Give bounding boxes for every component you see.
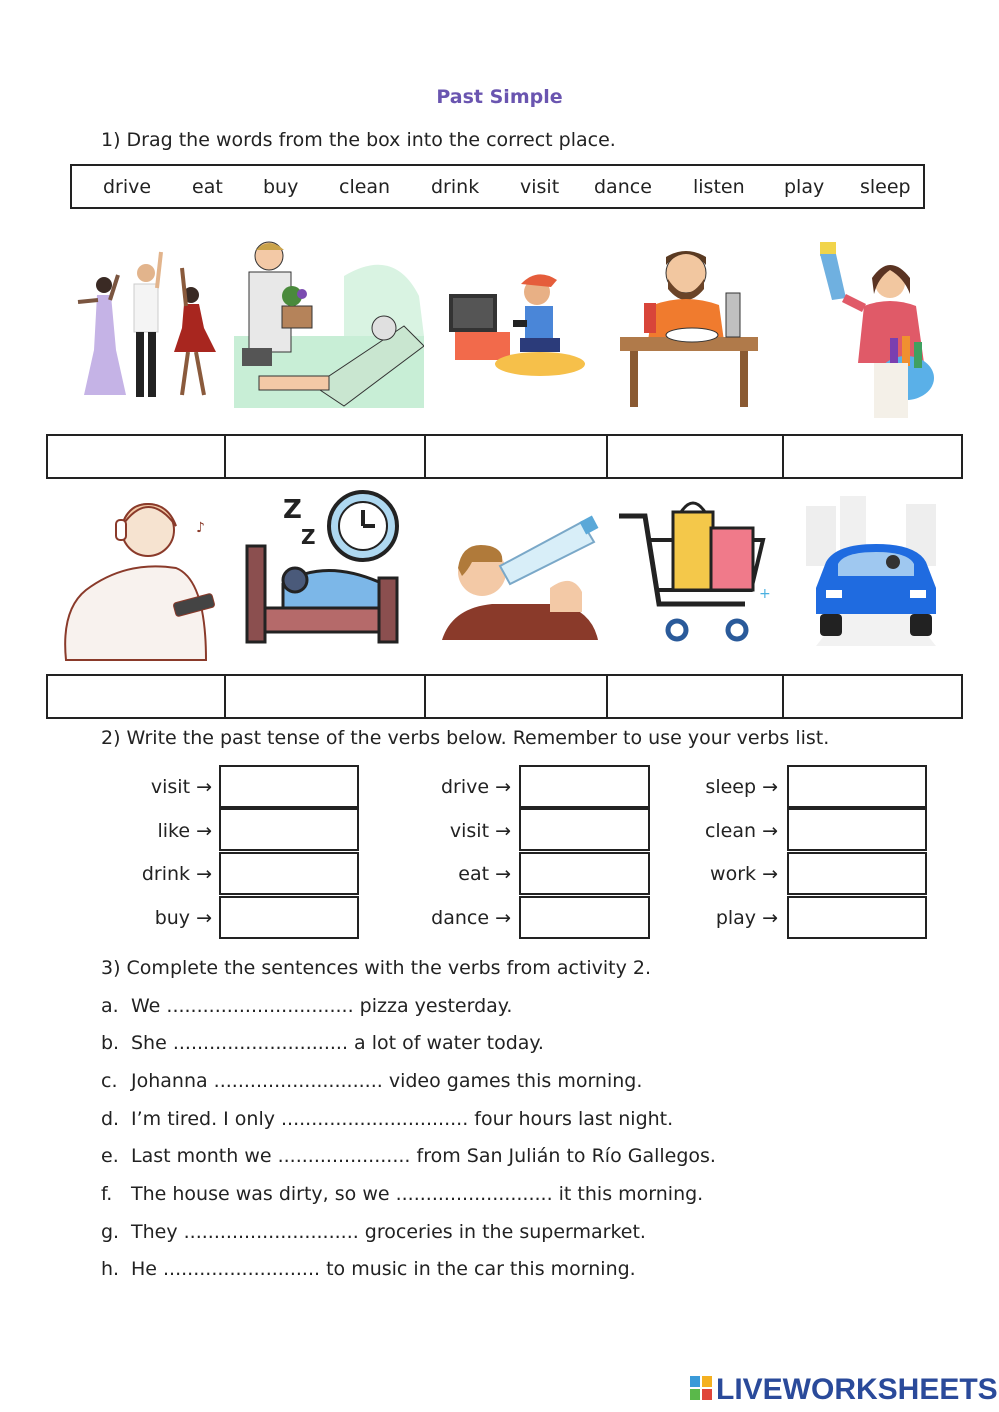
past-tense-input-play[interactable] bbox=[787, 896, 927, 939]
sentence-text: The house was dirty, so we .......................... it this morning. bbox=[131, 1183, 704, 1205]
past-tense-input-dance[interactable] bbox=[519, 896, 650, 939]
past-tense-input-eat[interactable] bbox=[519, 852, 650, 895]
verb-label: drink → bbox=[141, 863, 212, 885]
sentence-text: I’m tired. I only ............................... four hours last night. bbox=[131, 1108, 674, 1130]
sentence-text: He .......................... to music in the car this morning. bbox=[131, 1258, 636, 1280]
sentence-text: Last month we ...................... from San Julián to Río Gallegos. bbox=[131, 1145, 716, 1167]
sentence-text: They ............................. groceries in the supermarket. bbox=[131, 1221, 646, 1243]
drop-slot-8[interactable] bbox=[424, 676, 608, 717]
verb-label: dance → bbox=[431, 907, 511, 929]
word-eat[interactable]: eat bbox=[192, 176, 223, 198]
sentence-letter: a. bbox=[101, 995, 119, 1017]
instruction-1: 1) Drag the words from the box into the correct place. bbox=[101, 129, 616, 151]
svg-text:Z: Z bbox=[283, 495, 302, 525]
past-tense-input-visit-2[interactable] bbox=[519, 808, 650, 851]
instruction-2: 2) Write the past tense of the verbs below. Remember to use your verbs list. bbox=[101, 727, 830, 749]
sentence-e[interactable] bbox=[101, 1145, 716, 1167]
verb-label: play → bbox=[715, 907, 778, 929]
dancing-people-illustration bbox=[64, 240, 224, 405]
liveworksheets-logo: LIVEWORKSHEETS bbox=[716, 1373, 998, 1406]
past-tense-input-buy[interactable] bbox=[219, 896, 359, 939]
sentence-g[interactable] bbox=[101, 1221, 646, 1243]
word-drink[interactable]: drink bbox=[431, 176, 480, 198]
man-drinking-water-illustration bbox=[432, 512, 602, 640]
svg-text:♪: ♪ bbox=[196, 520, 205, 536]
answer-row-1 bbox=[46, 434, 963, 479]
verb-label: like → bbox=[157, 820, 212, 842]
drop-slot-4[interactable] bbox=[606, 436, 784, 477]
instruction-3: 3) Complete the sentences with the verbs from activity 2. bbox=[101, 957, 652, 979]
man-listening-music-illustration bbox=[56, 490, 221, 662]
word-dance[interactable]: dance bbox=[594, 176, 652, 198]
word-sleep[interactable]: sleep bbox=[860, 176, 911, 198]
sentence-h[interactable] bbox=[101, 1258, 636, 1280]
word-drive[interactable]: drive bbox=[103, 176, 152, 198]
verb-label: eat → bbox=[458, 863, 511, 885]
sentence-letter: e. bbox=[101, 1145, 119, 1167]
sentence-a[interactable] bbox=[101, 995, 512, 1017]
verb-label: sleep → bbox=[705, 776, 778, 798]
drop-slot-7[interactable] bbox=[224, 676, 426, 717]
sentence-letter: h. bbox=[101, 1258, 120, 1280]
sentence-b[interactable] bbox=[101, 1032, 544, 1054]
boy-playing-videogames-illustration bbox=[445, 262, 590, 382]
dancer-right bbox=[174, 268, 216, 395]
verb-label: buy → bbox=[154, 907, 212, 929]
drop-slot-6[interactable] bbox=[48, 676, 226, 717]
page-title: Past Simple bbox=[436, 86, 563, 108]
verb-label: visit → bbox=[150, 776, 212, 798]
sentence-letter: f. bbox=[101, 1183, 113, 1205]
dancer-middle bbox=[134, 252, 161, 397]
drop-slot-1[interactable] bbox=[48, 436, 226, 477]
sentence-text: We ............................... pizza yesterday. bbox=[131, 995, 513, 1017]
word-listen[interactable]: listen bbox=[693, 176, 745, 198]
drop-slot-9[interactable] bbox=[606, 676, 784, 717]
past-tense-input-visit[interactable] bbox=[219, 765, 359, 808]
woman-cleaning-illustration bbox=[806, 238, 948, 420]
dancer-left bbox=[78, 275, 126, 395]
past-tense-input-like[interactable] bbox=[219, 808, 359, 851]
verb-label: work → bbox=[710, 863, 778, 885]
svg-text:+: + bbox=[759, 586, 771, 602]
past-tense-input-sleep[interactable] bbox=[787, 765, 927, 808]
sleeping-bed-clock-illustration bbox=[243, 488, 405, 648]
word-visit[interactable]: visit bbox=[520, 176, 560, 198]
sentence-text: Johanna ............................ video games this morning. bbox=[131, 1070, 643, 1092]
sentence-c[interactable] bbox=[101, 1070, 642, 1092]
sentence-letter: c. bbox=[101, 1070, 118, 1092]
drop-slot-2[interactable] bbox=[224, 436, 426, 477]
word-clean[interactable]: clean bbox=[339, 176, 391, 198]
liveworksheets-logo-icon bbox=[690, 1376, 712, 1400]
svg-text:Z: Z bbox=[301, 525, 316, 549]
drop-slot-3[interactable] bbox=[424, 436, 608, 477]
sentence-letter: d. bbox=[101, 1108, 120, 1130]
sentence-d[interactable] bbox=[101, 1108, 673, 1130]
sentence-f[interactable] bbox=[101, 1183, 703, 1205]
verb-label: drive → bbox=[440, 776, 511, 798]
sentence-letter: b. bbox=[101, 1032, 120, 1054]
past-tense-input-work[interactable] bbox=[787, 852, 927, 895]
past-tense-input-drink[interactable] bbox=[219, 852, 359, 895]
nurse-visiting-patient-illustration bbox=[234, 236, 424, 408]
driving-car-illustration bbox=[796, 496, 954, 646]
answer-row-2 bbox=[46, 674, 963, 719]
verb-label: visit → bbox=[449, 820, 511, 842]
past-tense-input-clean[interactable] bbox=[787, 808, 927, 851]
sentence-text: She ............................. a lot of water today. bbox=[131, 1032, 544, 1054]
drop-slot-5[interactable] bbox=[782, 436, 961, 477]
shopping-cart-illustration bbox=[615, 494, 777, 646]
drop-slot-10[interactable] bbox=[782, 676, 961, 717]
word-buy[interactable]: buy bbox=[263, 176, 299, 198]
sentence-letter: g. bbox=[101, 1221, 120, 1243]
past-tense-input-drive[interactable] bbox=[519, 765, 650, 808]
man-eating-illustration bbox=[618, 245, 760, 410]
verb-label: clean → bbox=[704, 820, 778, 842]
word-play[interactable]: play bbox=[784, 176, 825, 198]
